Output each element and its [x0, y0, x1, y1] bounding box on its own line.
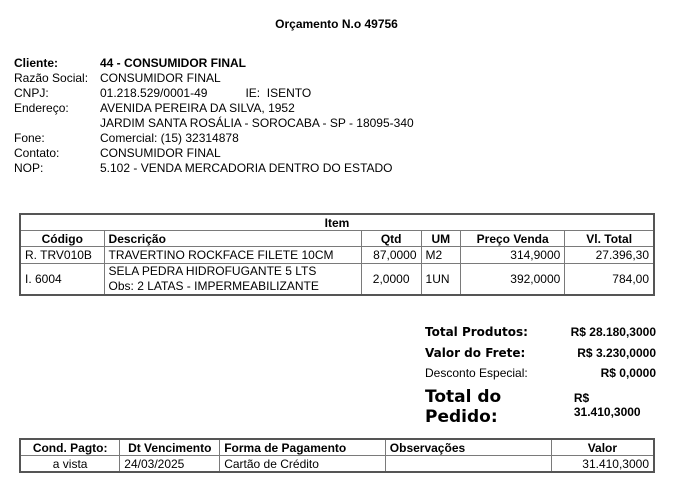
label-cnpj: CNPJ: [14, 86, 49, 100]
document-title: Orçamento N.o 49756 [275, 17, 398, 31]
label-endereco-2 [14, 116, 100, 131]
client-row-nop [14, 161, 414, 176]
col-preco-venda: Preço Venda [461, 231, 565, 247]
desconto-value: R$ 0,0000 [600, 366, 656, 380]
total-pedido-label: Total do Pedido: [425, 387, 502, 427]
label-fone: Fone: [14, 131, 45, 145]
label-contato: Contato: [14, 146, 60, 160]
client-row-razao-social [14, 71, 414, 86]
cell-um: M2 [421, 247, 460, 264]
client-row-cnpj [14, 86, 414, 101]
valor-frete-value: R$ 3.230,0000 [577, 346, 656, 360]
value-endereco: AVENIDA PEREIRA DA SILVA, 1952 [100, 101, 295, 115]
col-dt-vencimento: Dt Vencimento [120, 439, 220, 456]
table-row [20, 456, 654, 473]
items-header-row [20, 231, 654, 247]
label-nop: NOP: [14, 161, 44, 175]
total-produtos-value: R$ 28.180,3000 [570, 325, 656, 339]
cell-qtd: 2,0000 [361, 264, 421, 296]
col-valor: Valor [551, 439, 654, 456]
label-razao-social: Razão Social: [14, 71, 89, 85]
cell-obs [385, 456, 551, 473]
col-um: UM [421, 231, 460, 247]
total-produtos-row [425, 325, 656, 339]
total-pedido-value: R$ 31.410,3000 [573, 391, 641, 419]
col-qtd: Qtd [361, 231, 421, 247]
total-pedido-row [425, 387, 656, 427]
value-cliente: 44 - CONSUMIDOR FINAL [100, 56, 247, 70]
payment-table [19, 438, 655, 473]
col-descricao: Descrição [104, 231, 361, 247]
cell-codigo: R. TRV010B [20, 247, 104, 264]
cell-valor: 31.410,3000 [551, 456, 654, 473]
client-info [14, 56, 414, 176]
value-contato: CONSUMIDOR FINAL [100, 146, 221, 160]
cell-codigo: I. 6004 [20, 264, 104, 296]
col-codigo: Código [20, 231, 104, 247]
client-row-fone [14, 131, 414, 146]
client-row-contato [14, 146, 414, 161]
cell-total: 27.396,30 [565, 247, 654, 264]
label-cliente: Cliente: [14, 56, 59, 70]
client-row-endereco-2 [14, 116, 414, 131]
payment-header-row [20, 439, 654, 456]
cell-descricao: TRAVERTINO ROCKFACE FILETE 10CM [104, 247, 361, 264]
client-row-endereco [14, 101, 414, 116]
cell-um: 1UN [421, 264, 460, 296]
value-ie: IE: ISENTO [245, 86, 312, 100]
cell-preco: 314,9000 [461, 247, 565, 264]
valor-frete-row [425, 346, 656, 360]
cell-total: 784,00 [565, 264, 654, 296]
col-forma-pagamento: Forma de Pagamento [220, 439, 386, 456]
col-observacoes: Observações [385, 439, 551, 456]
cell-descricao-text: SELA PEDRA HIDROFUGANTE 5 LTS [108, 264, 317, 278]
label-endereco: Endereço: [14, 101, 69, 115]
desconto-label: Desconto Especial: [425, 366, 528, 380]
client-row-cliente [14, 56, 414, 71]
valor-frete-label: Valor do Frete: [425, 346, 526, 360]
cell-vencimento: 24/03/2025 [120, 456, 220, 473]
value-endereco-2: JARDIM SANTA ROSÁLIA - SOROCABA - SP - 18095-340 [100, 116, 414, 130]
cell-descricao [104, 264, 361, 296]
total-produtos-label: Total Produtos: [425, 325, 528, 339]
col-vl-total: Vl. Total [565, 231, 654, 247]
cell-forma: Cartão de Crédito [220, 456, 386, 473]
cell-qtd: 87,0000 [361, 247, 421, 264]
items-table [19, 213, 655, 296]
cell-descricao-obs: Obs: 2 LATAS - IMPERMEABILIZANTE [108, 279, 319, 293]
value-nop: 5.102 - VENDA MERCADORIA DENTRO DO ESTADO [100, 161, 393, 175]
value-fone: Comercial: (15) 32314878 [100, 131, 239, 145]
cell-preco: 392,0000 [461, 264, 565, 296]
col-cond-pagto: Cond. Pagto: [20, 439, 120, 456]
value-razao-social: CONSUMIDOR FINAL [100, 71, 221, 85]
items-caption: Item [20, 214, 654, 231]
table-row [20, 247, 654, 264]
cell-cond: a vista [20, 456, 120, 473]
table-row [20, 264, 654, 296]
value-cnpj: 01.218.529/0001-49 [100, 86, 208, 100]
desconto-row [425, 366, 656, 380]
